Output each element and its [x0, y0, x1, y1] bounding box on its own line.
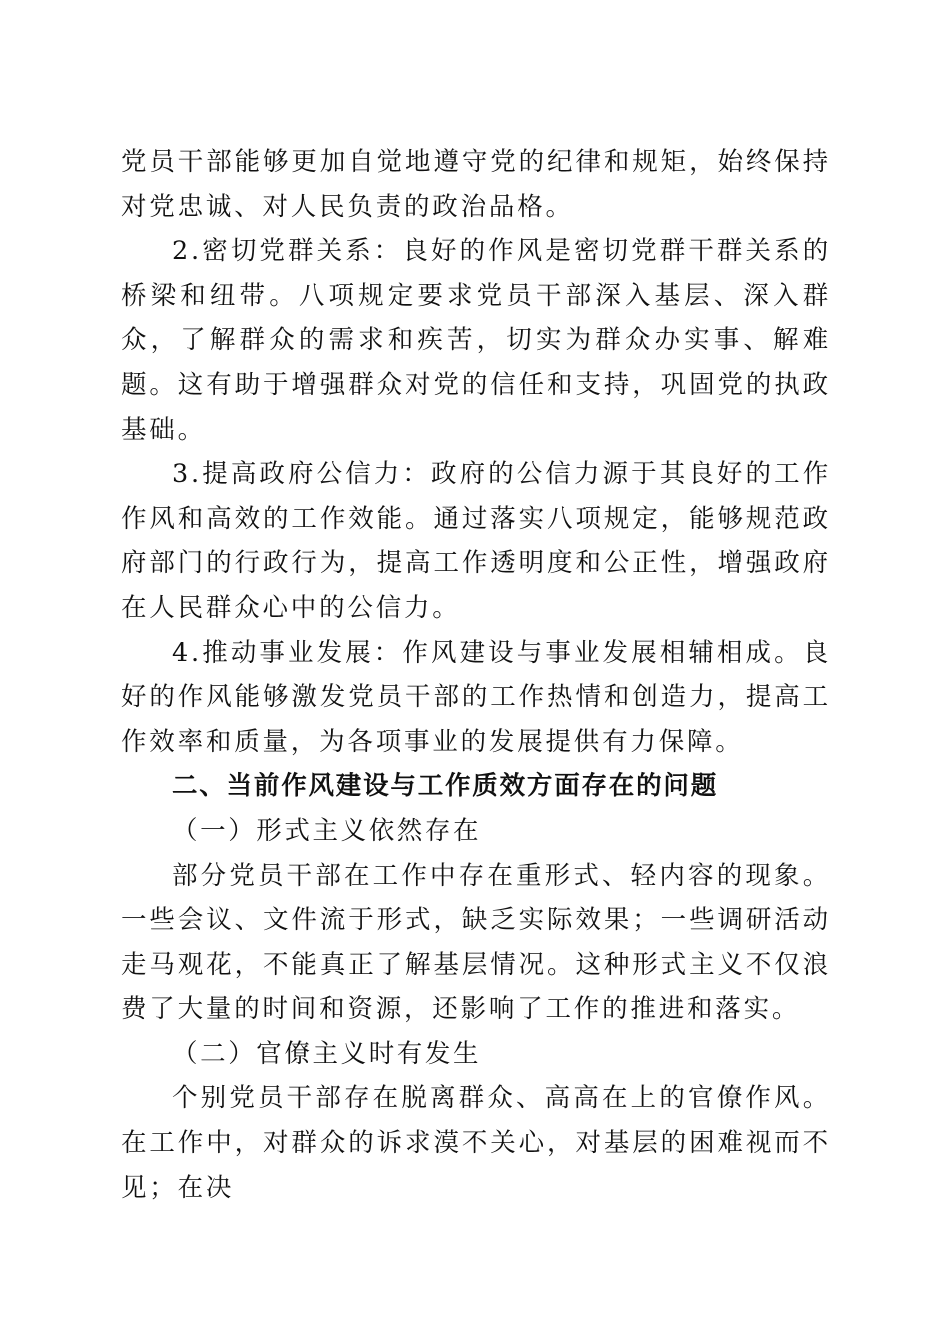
paragraph-career-development: 4.推动事业发展：作风建设与事业发展相辅相成。良好的作风能够激发党员干部的工作热情和创造力，提高工作效率和质量，为各项事业的发展提供有力保障。 — [121, 637, 831, 757]
subheading-formalism: （一）形式主义依然存在 — [172, 815, 482, 846]
paragraph-party-masses-relations: 2.密切党群关系：良好的作风是密切党群干群关系的桥梁和纽带。八项规定要求党员干部深入基层、深入群众，了解群众的需求和疾苦，切实为群众办实事、解难题。这有助于增强群众对党的信任和支持，巩固党的执政基础。 — [121, 236, 831, 445]
paragraph-continuation: 党员干部能够更加自觉地遵守党的纪律和规矩，始终保持对党忠诚、对人民负责的政治品格。 — [121, 147, 831, 222]
paragraph-government-credibility: 3.提高政府公信力：政府的公信力源于其良好的工作作风和高效的工作效能。通过落实八项规定，能够规范政府部门的行政行为，提高工作透明度和公正性，增强政府在人民群众心中的公信力。 — [121, 459, 831, 623]
paragraph-bureaucratism: 个别党员干部存在脱离群众、高高在上的官僚作风。在工作中，对群众的诉求漠不关心，对基层的困难视而不见；在决 — [121, 1083, 831, 1203]
document-body — [121, 140, 831, 1210]
paragraph-formalism: 部分党员干部在工作中存在重形式、轻内容的现象。一些会议、文件流于形式，缺乏实际效果；一些调研活动走马观花，不能真正了解基层情况。这种形式主义不仅浪费了大量的时间和资源，还影响了工作的推进和落实。 — [121, 860, 831, 1025]
section-heading-problems: 二、当前作风建设与工作质效方面存在的问题 — [172, 771, 719, 802]
subheading-bureaucratism: （二）官僚主义时有发生 — [172, 1038, 482, 1069]
